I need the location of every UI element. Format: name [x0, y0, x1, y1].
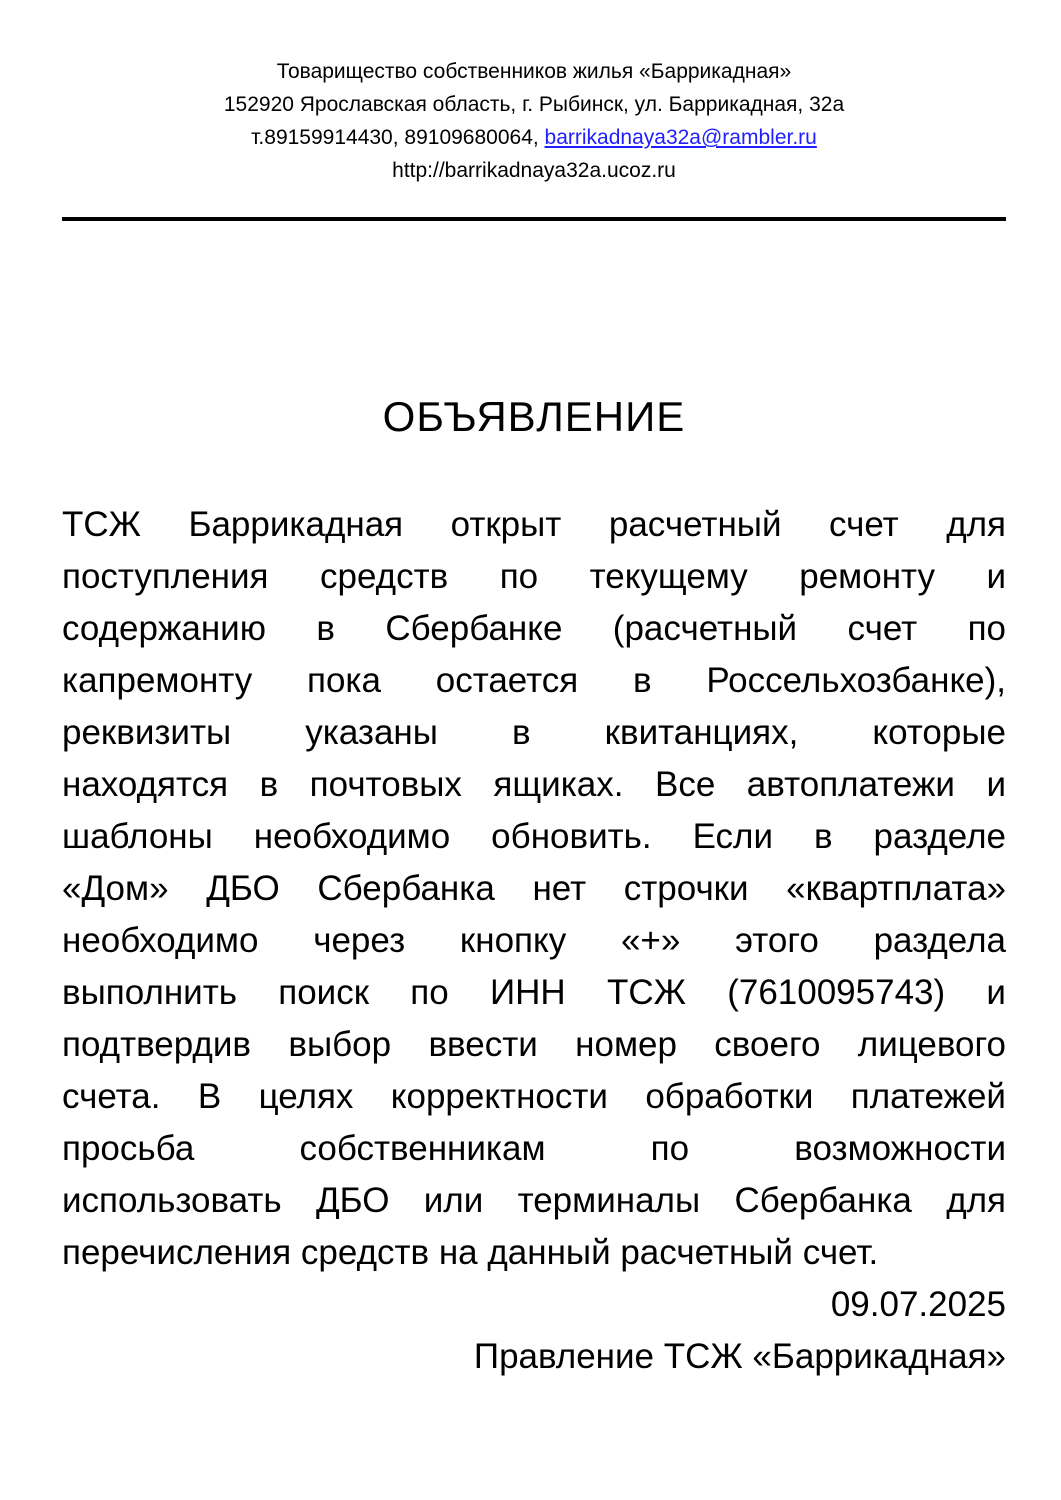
- body-line: капремонту пока остается в Россельхозбанке),: [62, 661, 1006, 700]
- email-link[interactable]: barrikadnaya32a@rambler.ru: [544, 126, 817, 149]
- body-line: содержанию в Сбербанке (расчетный счет по: [62, 609, 1006, 648]
- signoff: Правление ТСЖ «Баррикадная»: [473, 1337, 1006, 1376]
- org-contacts: [62, 121, 1006, 154]
- letterhead: [62, 55, 1006, 187]
- body-line: ТСЖ Баррикадная открыт расчетный счет для: [62, 505, 1006, 544]
- signature-block: [62, 1279, 1006, 1383]
- org-phones: т.89159914430, 89109680064,: [251, 126, 545, 149]
- body-line: реквизиты указаны в квитанциях, которые: [62, 713, 1006, 752]
- org-address: 152920 Ярославская область, г. Рыбинск, ул. Баррикадная, 32а: [223, 93, 845, 116]
- org-name: Товарищество собственников жилья «Баррикадная»: [276, 60, 792, 83]
- body-line: подтвердив выбор ввести номер своего лицевого: [62, 1025, 1006, 1064]
- body-line: «Дом» ДБО Сбербанка нет строчки «квартплата»: [62, 869, 1006, 908]
- announcement-body: [62, 499, 1006, 1279]
- page-title: ОБЪЯВЛЕНИЕ: [382, 393, 686, 440]
- body-line: использовать ДБО или терминалы Сбербанка для: [62, 1181, 1006, 1220]
- body-line: шаблоны необходимо обновить. Если в разделе: [62, 817, 1006, 856]
- body-line: счета. В целях корректности обработки платежей: [62, 1077, 1006, 1116]
- date: 09.07.2025: [830, 1285, 1006, 1324]
- body-line: находятся в почтовых ящиках. Все автоплатежи и: [62, 765, 1006, 804]
- body-line: поступления средств по текущему ремонту и: [62, 557, 1006, 596]
- org-website: http://barrikadnaya32a.ucoz.ru: [392, 159, 676, 182]
- body-line: просьба собственникам по возможности: [62, 1129, 1006, 1168]
- body-line: перечисления средств на данный расчетный счет.: [62, 1233, 879, 1272]
- body-line: необходимо через кнопку «+» этого раздела: [62, 921, 1006, 960]
- header-divider: [62, 217, 1006, 221]
- body-line: выполнить поиск по ИНН ТСЖ (7610095743) и: [62, 973, 1006, 1012]
